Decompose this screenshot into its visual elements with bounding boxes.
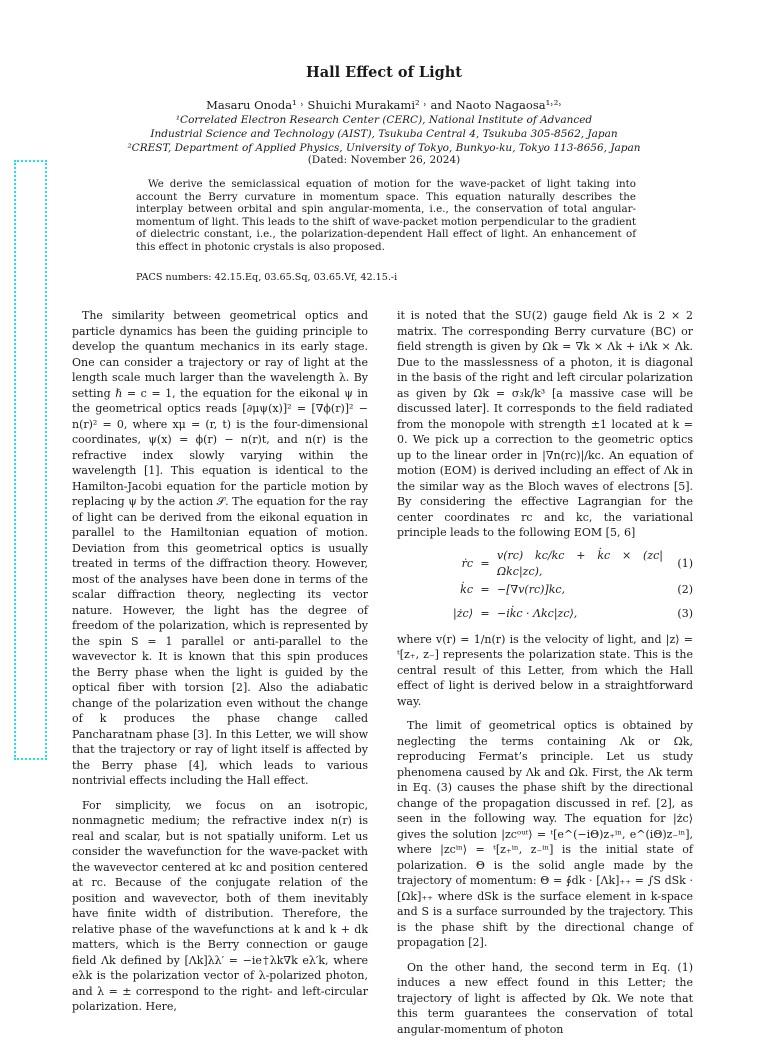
abstract: We derive the semiclassical equation of motion for the wave-packet of light taking into account the Berry curvature in momentum space. This equation naturally describes the interplay between orbital and spin angular-momenta, i.e., the conservation of total angular-momentum of light. This leads to the shift of wave-packet motion perpendicular to the gradient of dielectric constant, i.e., the polarization-dependent Hall effect of light. An enhancement of this effect in photonic crystals is also proposed. (136, 178, 636, 253)
eq1-number: (1) (677, 556, 693, 570)
equation-2 (397, 578, 693, 602)
author-list: Masaru Onoda¹ ˒ Shuichi Murakami² ˒ and Naoto Nagaosa¹˒²˒ (206, 98, 562, 112)
pacs-numbers: PACS numbers: 42.15.Eq, 03.65.Sq, 03.65.Vf, 42.15.-i (136, 272, 398, 283)
right-column (397, 308, 693, 1046)
eq3-equals: = (480, 606, 490, 620)
berry-curvature-paragraph: it is noted that the SU(2) gauge field Λk is 2 × 2 matrix. The corresponding Berry curvature (BC) or field strength is given by Ωk = ∇k × Λk + iΛk × Λk. Due to the masslessness of a photon, it is diagonal in the basis of the right and left circular polarization as given by Ωk = σ₃k/k³ [a massive case will be discussed later]. It corresponds to the field radiated from the monopole with strength ±1 located at k = 0. We pick up a correction to the geometric optics up to the linear order in |∇n(rc)|/kc. An equation of motion (EOM) is derived including an effect of Λk in the similar way as the Bloch waves of electrons [5]. By considering the effective Lagrangian for the center coordinates rc and kc, the variational principle leads to the following EOM [5, 6] (397, 309, 693, 539)
eq2-number: (2) (677, 582, 693, 596)
equation-3 (397, 602, 693, 626)
equation-1 (397, 550, 693, 578)
paper-title: Hall Effect of Light (306, 64, 462, 81)
dated-line: (Dated: November 26, 2024) (307, 154, 461, 166)
eq2-rhs: −[∇v(rc)]kc, (497, 582, 566, 596)
eom-result-paragraph: where v(r) = 1/n(r) is the velocity of light, and |z⟩ = ᵗ[z₊, z₋] represents the polarization state. This is the central result of this Letter, from which the Hall effect of light is derived below in a straightforward way. (397, 632, 693, 708)
eq2-lhs: k̇c (460, 582, 473, 596)
eq3-number: (3) (677, 606, 693, 620)
new-effect-paragraph: On the other hand, the second term in Eq. (1) induces a new effect found in this Letter; the trajectory of light is affected by Ωk. We note that this term guarantees the conservation of total angular-momentum of photon (397, 960, 693, 1036)
eq1-lhs: ṙc (461, 556, 473, 570)
left-column (72, 308, 368, 1024)
geometric-limit-paragraph: The limit of geometrical optics is obtained by neglecting the terms containing Λk or Ωk, reproducing Fermat’s principle. Let us study phenomena caused by Λk and Ωk. First, the Λk term in Eq. (3) causes the phase shift by the directional change of the propagation discussed in ref. [2], as seen in the following way. The equation for |żc⟩ gives the solution |zcᵒᵘᵗ⟩ = ᵗ[e^(−iΘ)z₊ⁱⁿ, e^(iΘ)z₋ⁱⁿ], where |zcⁱⁿ⟩ = ᵗ[z₊ⁱⁿ, z₋ⁱⁿ] is the initial state of polarization. Θ is the solid angle made by the trajectory of momentum: Θ = ∮dk · [Λk]₊₊ = ∫S dSk · [Ωk]₊₊ where dSk is the surface element in k-space and S is a surface surrounded by the trajectory. This is the phase shift by the directional change of propagation [2]. (397, 719, 693, 949)
affiliation-2: ²CREST, Department of Applied Physics, University of Tokyo, Bunkyo-ku, Tokyo 113-8656, Japan (127, 142, 641, 154)
eq1-equals: = (480, 556, 490, 570)
setup-paragraph: For simplicity, we focus on an isotropic, nonmagnetic medium; the refractive index n(r) is real and scalar, but is not spatially uniform. Let us consider the wavefunction for the wave-packet with the wavevector centered at kc and position centered at rc. Because of the conjugate relation of the position and wavevector, both of them inevitably have finite width of distribution. Therefore, the relative phase of the wavefunctions at k and k + dk matters, which is the Berry connection or gauge field Λk defined by [Λk]λλ′ = −ie†λk∇k eλ′k, where eλk is the polarization vector of λ-polarized photon, and λ = ± correspond to the right- and left-circular polarization. Here, (72, 798, 368, 1013)
affiliation-1a: ¹Correlated Electron Research Center (CERC), National Institute of Advanced (175, 114, 593, 126)
eq3-rhs: −ik̇c · Λkc|zc⟩, (497, 606, 578, 620)
equation-block (397, 550, 693, 626)
eq3-lhs: |żc⟩ (453, 606, 473, 620)
margin-change-marker (14, 160, 47, 760)
eq2-equals: = (480, 582, 490, 596)
eq1-rhs: v(rc) kc/kc + k̇c × (zc|Ωkc|zc), (497, 549, 663, 578)
affiliation-1b: Industrial Science and Technology (AIST), Tsukuba Central 4, Tsukuba 305-8562, Japan (150, 128, 618, 140)
intro-paragraph: The similarity between geometrical optics and particle dynamics has been the guiding principle to develop the quantum mechanics in its early stage. One can consider a trajectory or ray of light at the length scale much larger than the wavelength λ. By setting ℏ = c = 1, the equation for the eikonal ψ in the geometrical optics reads [∂μψ(x)]² = [∇ϕ(r)]² − n(r)² = 0, where xμ = (r, t) is the four-dimensional coordinates, ψ(x) = ϕ(r) − n(r)t, and n(r) is the refractive index slowly varying within the wavelength [1]. This equation is identical to the Hamilton-Jacobi equation for the particle motion by replacing ψ by the action 𝒮. The equation for the ray of light can be derived from the eikonal equation in parallel to the Hamiltonian equation of motion. Deviation from this geometrical optics is usually treated in terms of the diffraction theory. However, most of the analyses have been done in terms of the scalar diffraction theory, neglecting its vector nature. However, the light has the degree of freedom of the polarization, which is represented by the spin S = 1 parallel or anti-parallel to the wavevector k. It is known that this spin produces the Berry phase when the light is guided by the optical fiber with torsion [2]. Also the adiabatic change of the polarization even without the change of k produces the phase change called Pancharatnam phase [3]. In this Letter, we will show that the trajectory or ray of light itself is affected by the Berry phase [4], which leads to various nontrivial effects including the Hall effect. (72, 309, 368, 787)
